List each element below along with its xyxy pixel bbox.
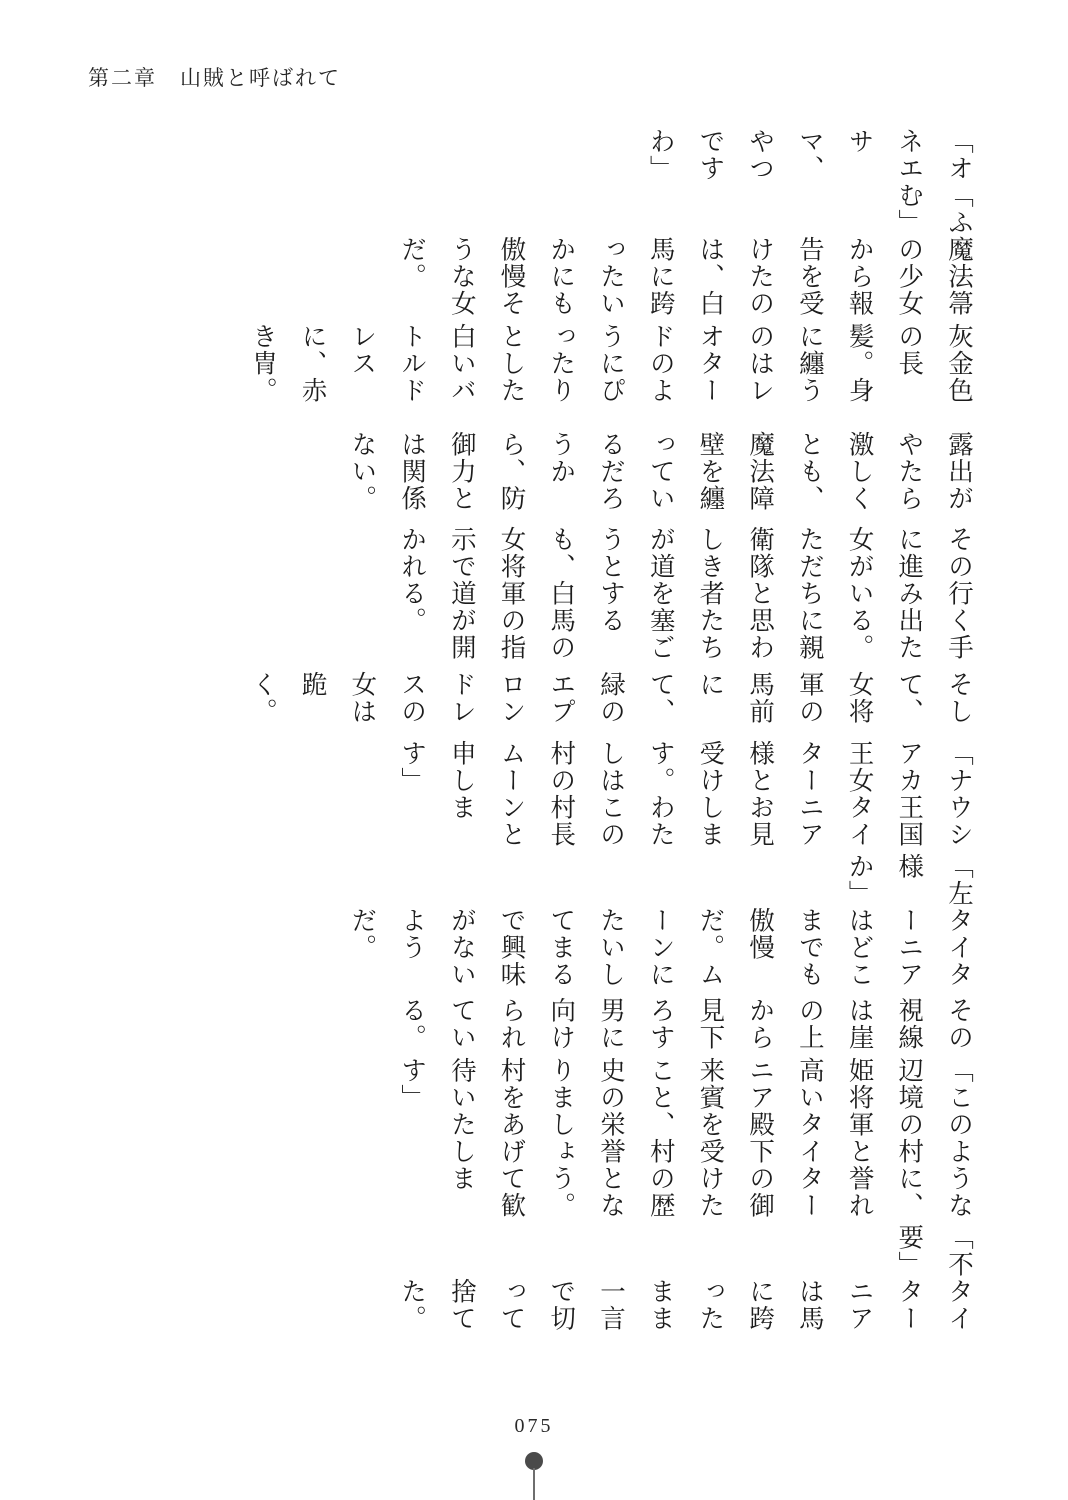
paragraph: 露出がやたら激しくとも、魔法障壁を纏っているだろうから、防御力とは関係ない。 (348, 430, 974, 512)
paragraph: その行く手に進み出た女がいる。ただちに親衛隊と思わしき者たちが道を塞ごうとするも、白馬の女将軍の指示で道が開かれる。 (398, 525, 974, 661)
paragraph: 「不要」 (895, 1224, 974, 1279)
paragraph: 灰金色の長髪。身に纏うのはレオタードのようにぴったりとした白いバトルドレスに、赤き冑。 (248, 323, 974, 405)
paragraph: タイターニアは馬に跨ったまま一言で切って捨てた。 (398, 1278, 974, 1333)
paragraph: 「ふむ」 (895, 182, 974, 236)
bottom-stem-icon (533, 1468, 535, 1500)
bottom-decoration-icon (521, 1452, 547, 1500)
paragraph: そして、女将軍の馬前にて、緑のエプロンドレスの女は跪く。 (248, 670, 974, 725)
paragraph: 「このような辺境の村に、姫将軍と誉れ高いタイターニア殿下の御来賓を受けたこと、村の歴史の栄誉となりましょう。村をあげて歓待いたします」 (398, 1056, 974, 1219)
chapter-running-header: 第二章 山賊と呼ばれて (88, 66, 341, 90)
paragraph: 魔法箒の少女から報告を受けたのは、白馬に跨ったいかにも傲慢そうな女だ。 (398, 236, 974, 317)
paragraph: 「左様か」 (845, 852, 974, 907)
page-number: 075 (514, 1415, 554, 1437)
paragraph: タイターニアはどこまでも傲慢だ。ムーンにたいしてまるで興味がないようだ。 (348, 906, 974, 988)
paragraph: 「ナウシアカ王国王女タイターニア様とお見受けします。わたしはこの村の村長ムーンと申します」 (398, 740, 974, 849)
paragraph: 「オネエサマ、やつですわ」 (646, 128, 974, 182)
paragraph: その視線は崖の上から見下ろす男に向けられている。 (398, 996, 974, 1051)
vertical-body-text (144, 128, 984, 1338)
